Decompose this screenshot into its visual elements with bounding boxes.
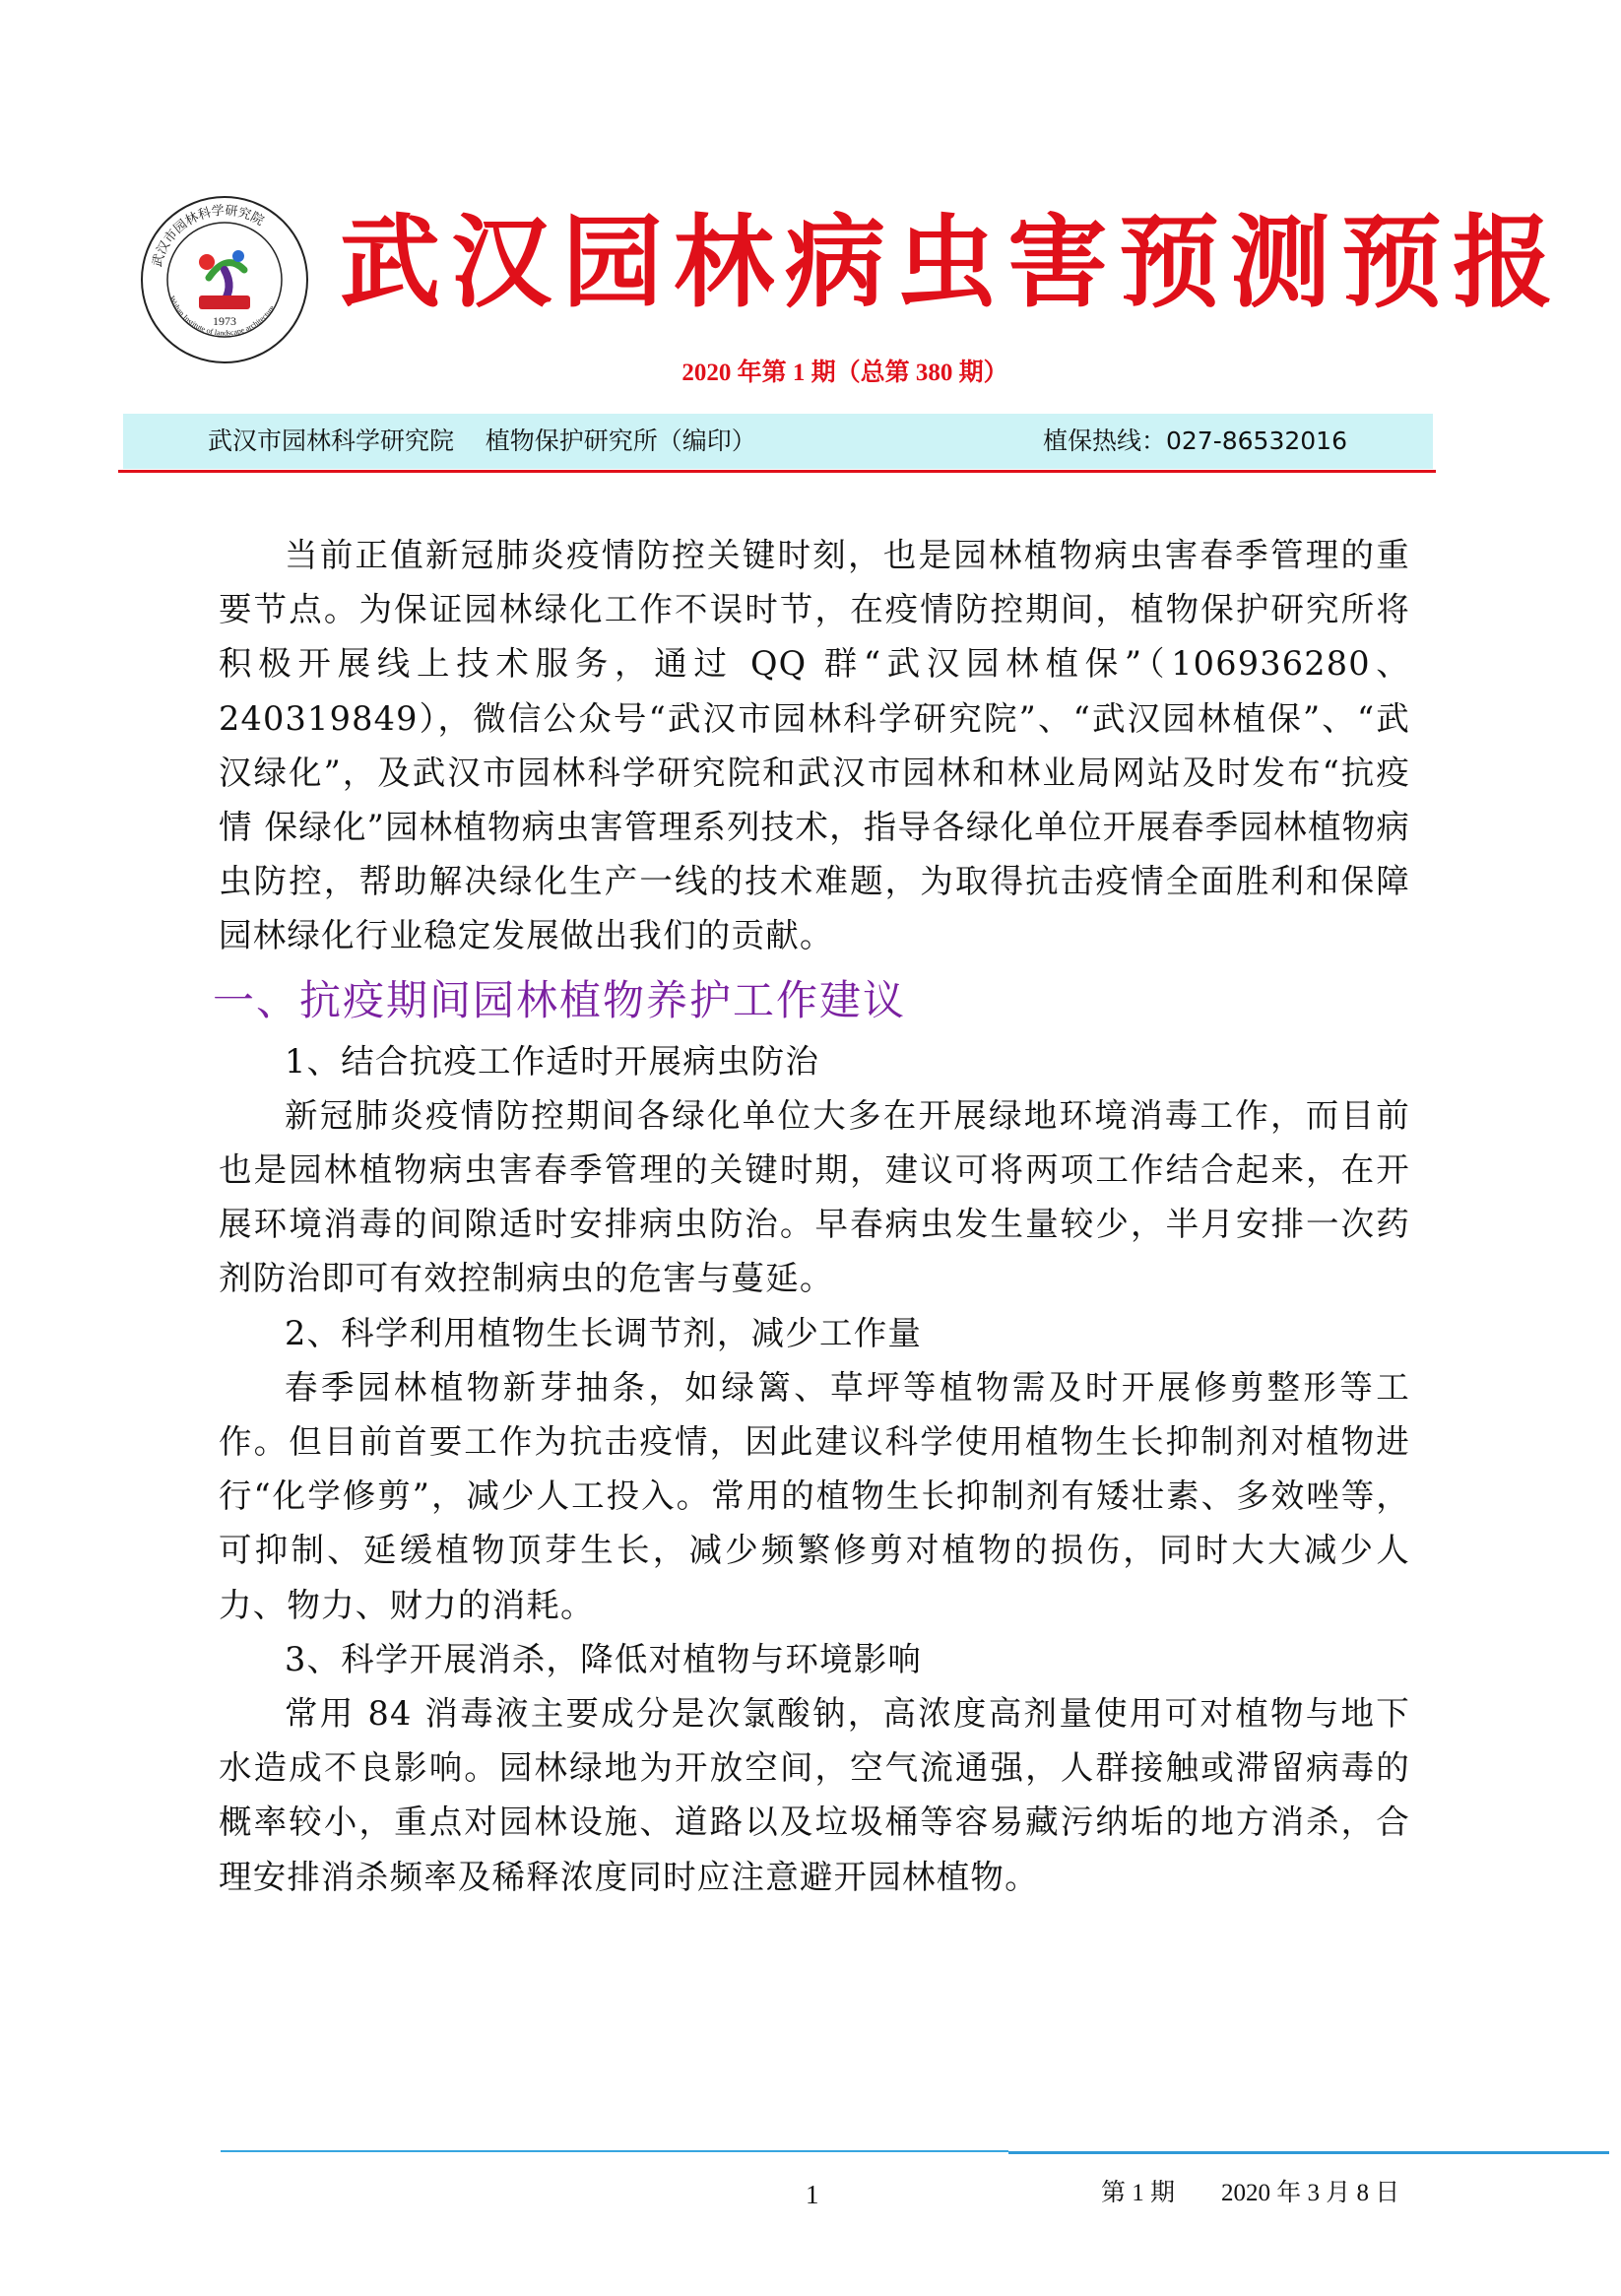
article-body [213, 528, 1410, 1904]
footer-divider-right [1008, 2151, 1609, 2154]
issue-line: 2020 年第 1 期（总第 380 期） [681, 360, 1008, 386]
paragraph-1: 新冠肺炎疫情防控期间各绿化单位大多在开展绿地环境消毒工作，而目前也是园林植物病虫害春季管理的关键时期，建议可将两项工作结合起来，在开展环境消毒的间隙适时安排病虫防治。早春病虫发生量较少，半月安排一次药剂防治即可有效控制病虫的危害与蔓延。 [219, 1095, 1410, 1298]
paragraph-2: 春季园林植物新芽抽条，如绿篱、草坪等植物需及时开展修剪整形等工作。但目前首要工作为抗击疫情，因此建议科学使用植物生长抑制剂对植物进行“化学修剪”，减少人工投入。常用的植物生长抑制剂有矮壮素、多效唑等，可抑制、延缓植物顶芽生长，减少频繁修剪对植物的损伤，同时大大减少人力、物力、财力的消耗。 [219, 1367, 1410, 1624]
page-number: 1 [806, 2180, 819, 2209]
institute-logo [138, 193, 311, 366]
intro-paragraph: 当前正值新冠肺炎疫情防控关键时刻，也是园林植物病虫害春季管理的重要节点。为保证园林绿化工作不误时节，在疫情防控期间，植物保护研究所将积极开展线上技术服务，通过 QQ 群“武汉园林植保”（106936280、240319849），微信公众号“武汉市园林科学研究院”、“武汉园林植保”、“武汉绿化”，及武汉市园林科学研究院和武汉市园林和林业局网站及时发布“抗疫情 保绿化”园林植物病虫害管理系列技术，指导各绿化单位开展春季园林植物病虫防控，帮助解决绿化生产一线的技术难题，为取得抗击疫情全面胜利和保障园林绿化行业稳定发展做出我们的贡献。 [219, 536, 1410, 955]
subheading-3: 3、科学开展消杀，降低对植物与环境影响 [285, 1639, 923, 1678]
masthead-title: 武汉园林病虫害预测预报 [340, 204, 1564, 322]
footer-divider-left [221, 2150, 1008, 2152]
logo-chinese-text: 武汉市园林科学研究院 [150, 203, 267, 269]
hotline-text: 植保热线：027-86532016 [1043, 426, 1347, 455]
subheading-1: 1、结合抗疫工作适时开展病虫防治 [285, 1041, 820, 1081]
footer-date: 2020 年 3 月 8 日 [1221, 2180, 1400, 2206]
logo-english-text: Wuhan Institute of landscape architecture [167, 295, 277, 338]
section-heading: 一、抗疫期间园林植物养护工作建议 [213, 975, 907, 1024]
footer-issue: 第 1 期 [1101, 2180, 1176, 2206]
subheading-2: 2、科学利用植物生长调节剂，减少工作量 [285, 1313, 923, 1352]
publisher-text: 武汉市园林科学研究院 植物保护研究所（编印） [208, 426, 756, 455]
logo-year: 1973 [213, 314, 236, 328]
paragraph-3: 常用 84 消毒液主要成分是次氯酸钠，高浓度高剂量使用可对植物与地下水造成不良影响。园林绿地为开放空间，空气流通强，人群接触或滞留病毒的概率较小，重点对园林设施、道路以及垃圾桶等容易藏污纳垢的地方消杀，合理安排消杀频率及稀释浓度同时应注意避开园林植物。 [219, 1694, 1410, 1896]
publisher-band [123, 414, 1433, 469]
header-divider [118, 470, 1436, 473]
